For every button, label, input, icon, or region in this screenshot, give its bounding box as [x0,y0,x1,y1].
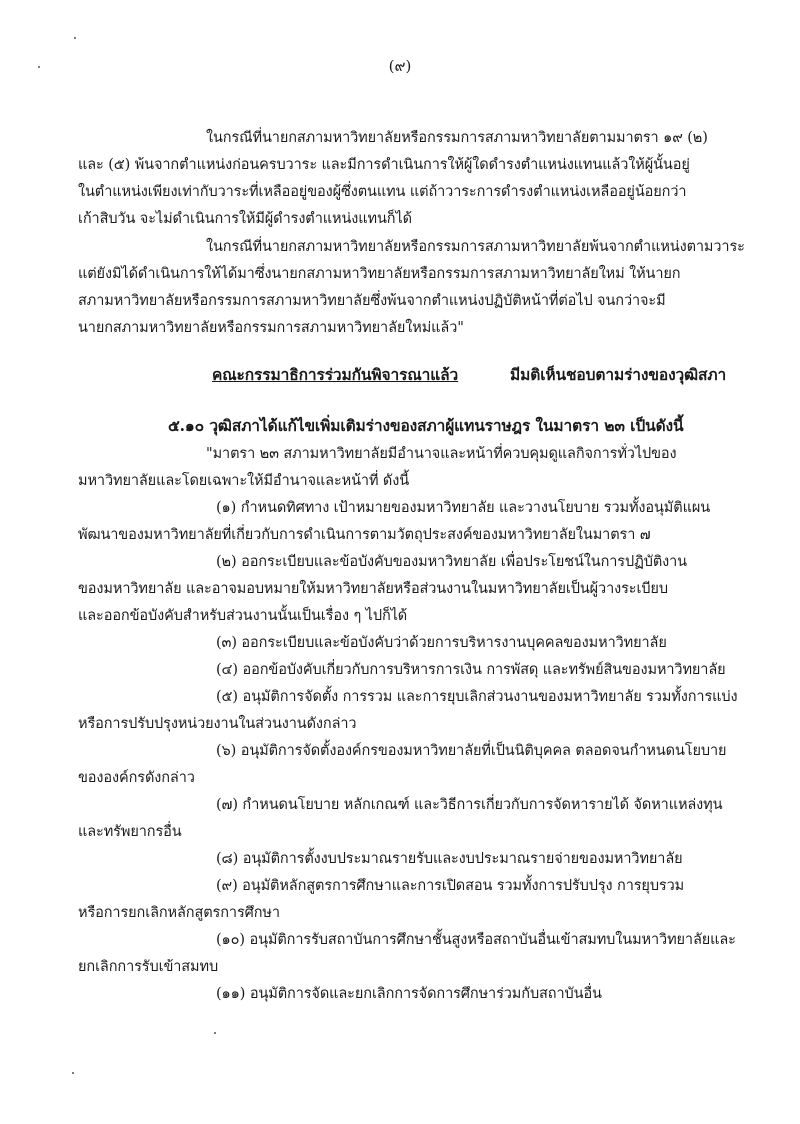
paragraph-line: เก้าสิบวัน จะไม่ดำเนินการให้มีผู้ดำรงตำแหน่งแทนก็ได้ [78,211,412,227]
body-line: (๑๑) อนุมัติการจัดและยกเลิกการจัดการศึกษาร่วมกับสถาบันอื่น [216,986,602,1002]
body-line: (๑๐) อนุมัติการรับสถาบันการศึกษาชั้นสูงหรือสถาบันอื่นเข้าสมทบในมหาวิทยาลัยและ [216,932,736,948]
body-line: มหาวิทยาลัยและโดยเฉพาะให้มีอำนาจและหน้าที่ ดังนี้ [78,473,410,489]
body-line: ยกเลิกการรับเข้าสมทบ [78,959,219,975]
body-line: หรือการยกเลิกหลักสูตรการศึกษา [78,905,280,921]
body-line: พัฒนาของมหาวิทยาลัยที่เกี่ยวกับการดำเนินการตามวัตถุประสงค์ของมหาวิทยาลัยในมาตรา ๗ [78,527,651,543]
scan-speck [38,66,40,68]
body-line: "มาตรา ๒๓ สภามหาวิทยาลัยมีอำนาจและหน้าที่ควบคุมดูแลกิจการทั่วไปของ [206,446,677,462]
paragraph-line: สภามหาวิทยาลัยหรือกรรมการสภามหาวิทยาลัยซึ่งพ้นจากตำแหน่งปฏิบัติหน้าที่ต่อไป จนกว่าจะมี [78,293,666,309]
paragraph-line: นายกสภามหาวิทยาลัยหรือกรรมการสภามหาวิทยาลัยใหม่แล้ว" [78,320,464,336]
body-line: (๓) ออกระเบียบและข้อบังคับว่าด้วยการบริหารงานบุคคลของมหาวิทยาลัย [216,635,667,651]
paragraph-line: แต่ยังมิได้ดำเนินการให้ได้มาซึ่งนายกสภามหาวิทยาลัยหรือกรรมการสภามหาวิทยาลัยใหม่ ให้นายก [78,266,681,282]
body-line: (๒) ออกระเบียบและข้อบังคับของมหาวิทยาลัย เพื่อประโยชน์ในการปฏิบัติงาน [216,554,687,570]
body-line: และทรัพยากรอื่น [78,824,182,840]
body-line: (๙) อนุมัติหลักสูตรการศึกษาและการเปิดสอน รวมทั้งการปรับปรุง การยุบรวม [216,878,685,894]
body-line: ของมหาวิทยาลัย และอาจมอบหมายให้มหาวิทยาลัยหรือส่วนงานในมหาวิทยาลัยเป็นผู้วางระเบียบ [78,581,668,597]
page-number: (๙) [388,57,412,75]
paragraph-line: ในกรณีที่นายกสภามหาวิทยาลัยหรือกรรมการสภามหาวิทยาลัยพ้นจากตำแหน่งตามวาระ [206,239,745,255]
committee-opinion: มีมติเห็นชอบตามร่างของวุฒิสภา [510,365,727,384]
body-line: (๖) อนุมัติการจัดตั้งองค์กรของมหาวิทยาลัยที่เป็นนิติบุคคล ตลอดจนกำหนดนโยบาย [216,743,727,759]
scan-speck [214,1032,216,1034]
scan-speck [74,37,76,39]
body-line: หรือการปรับปรุงหน่วยงานในส่วนงานดังกล่าว [78,716,357,732]
paragraph-line: ในตำแหน่งเพียงเท่ากับวาระที่เหลืออยู่ของผู้ซึ่งตนแทน แต่ถ้าวาระการดำรงตำแหน่งเหลืออยู่น้อยกว่า [78,184,687,200]
body-line: ขององค์กรดังกล่าว [78,770,195,786]
paragraph-line: ในกรณีที่นายกสภามหาวิทยาลัยหรือกรรมการสภามหาวิทยาลัยตามมาตรา ๑๙ (๒) [206,130,708,146]
paragraph-line: และ (๕) พ้นจากตำแหน่งก่อนครบวาระ และมีการดำเนินการให้ผู้ใดดำรงตำแหน่งแทนแล้วให้ผู้นั้นอยู่ [78,157,690,173]
body-line: (๗) กำหนดนโยบาย หลักเกณฑ์ และวิธีการเกี่ยวกับการจัดหารายได้ จัดหาแหล่งทุน [216,797,723,813]
section-heading: ๕.๑๐ วุฒิสภาได้แก้ไขเพิ่มเติมร่างของสภาผู้แทนราษฎร ในมาตรา ๒๓ เป็นดังนี้ [168,416,684,435]
committee-heading: คณะกรรมาธิการร่วมกันพิจารณาแล้ว [212,365,459,384]
body-line: (๑) กำหนดทิศทาง เป้าหมายของมหาวิทยาลัย และวางนโยบาย รวมทั้งอนุมัติแผน [216,500,711,516]
body-line: (๘) อนุมัติการตั้งงบประมาณรายรับและงบประมาณรายจ่ายของมหาวิทยาลัย [216,851,683,867]
scan-speck [72,1072,74,1074]
body-line: (๕) อนุมัติการจัดตั้ง การรวม และการยุบเลิกส่วนงานของมหาวิทยาลัย รวมทั้งการแบ่ง [216,689,738,705]
body-line: และออกข้อบังคับสำหรับส่วนงานนั้นเป็นเรื่อง ๆ ไปก็ได้ [78,608,408,624]
body-line: (๔) ออกข้อบังคับเกี่ยวกับการบริหารการเงิน การพัสดุ และทรัพย์สินของมหาวิทยาลัย [216,662,726,678]
